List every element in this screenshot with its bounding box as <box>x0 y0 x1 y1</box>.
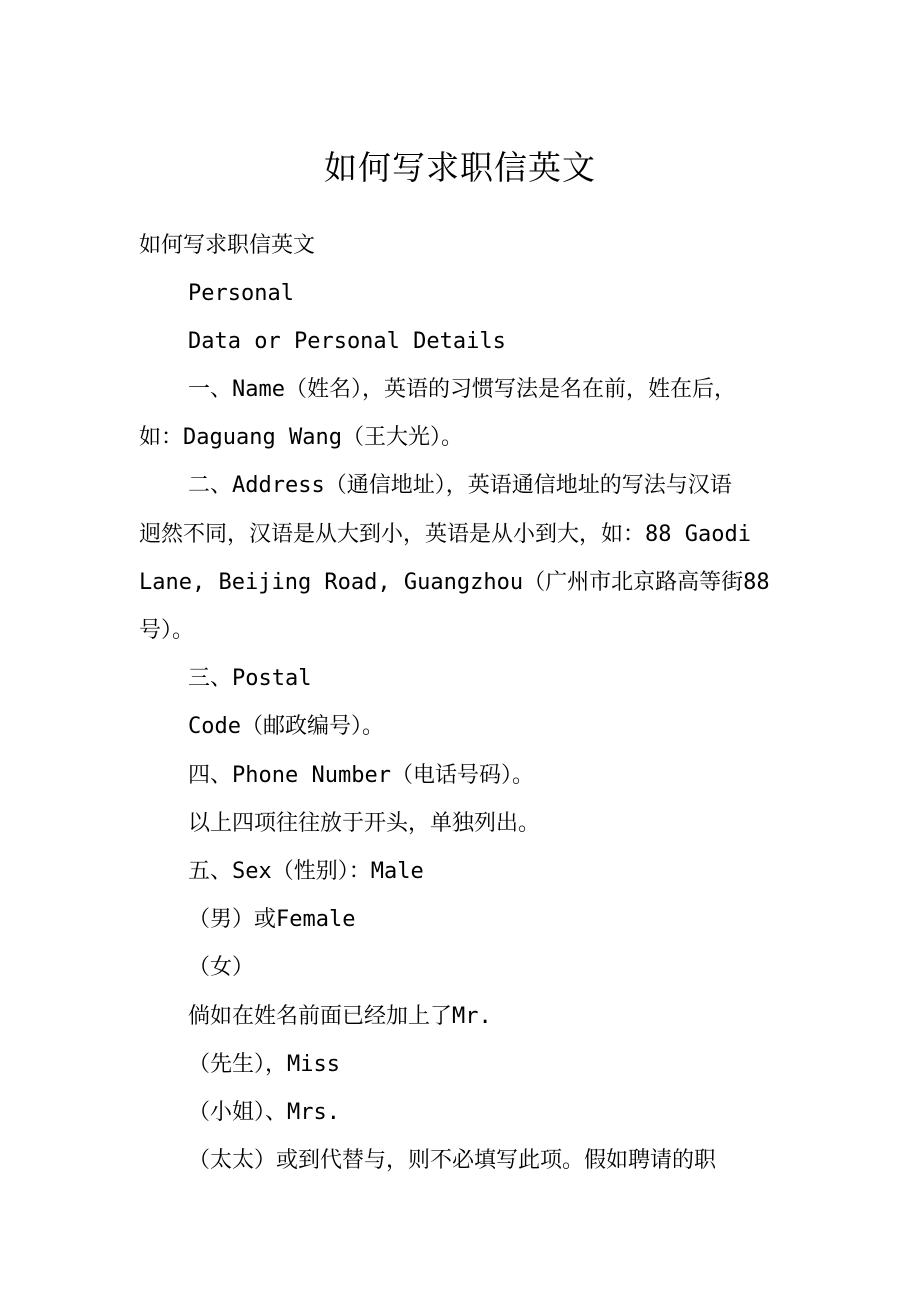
document-line: 五、Sex（性别）：Male <box>188 859 424 884</box>
document-line: 倘如在姓名前面已经加上了Mr. <box>188 1004 492 1029</box>
document-line: 四、Phone Number（电话号码）。 <box>188 763 534 788</box>
document-line: 以上四项往往放于开头，单独列出。 <box>188 811 541 836</box>
document-line: 一、Name（姓名），英语的习惯写法是名在前，姓在后， <box>188 377 736 402</box>
document-line: 如何写求职信英文 <box>139 233 316 258</box>
document-line: （小姐）、Mrs. <box>188 1100 340 1125</box>
document-line: （女） <box>188 955 255 980</box>
document-line: 迥然不同，汉语是从大到小，英语是从小到大，如：88 Gaodi <box>139 522 751 547</box>
document-line: 如：Daguang Wang（王大光）。 <box>139 425 463 450</box>
document-line: Lane, Beijing Road, Guangzhou（广州市北京路高等街88 <box>139 570 770 595</box>
document-line: （先生），Miss <box>188 1052 340 1077</box>
document-line: （太太）或到代替与，则不必填写此项。假如聘请的职 <box>188 1148 717 1173</box>
document-line: Data or Personal Details <box>188 329 506 354</box>
document-line: 三、Postal <box>188 666 312 691</box>
document-line: 号）。 <box>139 618 195 643</box>
document-line: Code（邮政编号）。 <box>188 714 384 739</box>
document-title: 如何写求职信英文 <box>324 148 596 187</box>
document-line: （男）或Female <box>188 907 356 932</box>
document-line: 二、Address（通信地址），英语通信地址的写法与汉语 <box>188 473 732 498</box>
document-line: Personal <box>188 281 294 306</box>
